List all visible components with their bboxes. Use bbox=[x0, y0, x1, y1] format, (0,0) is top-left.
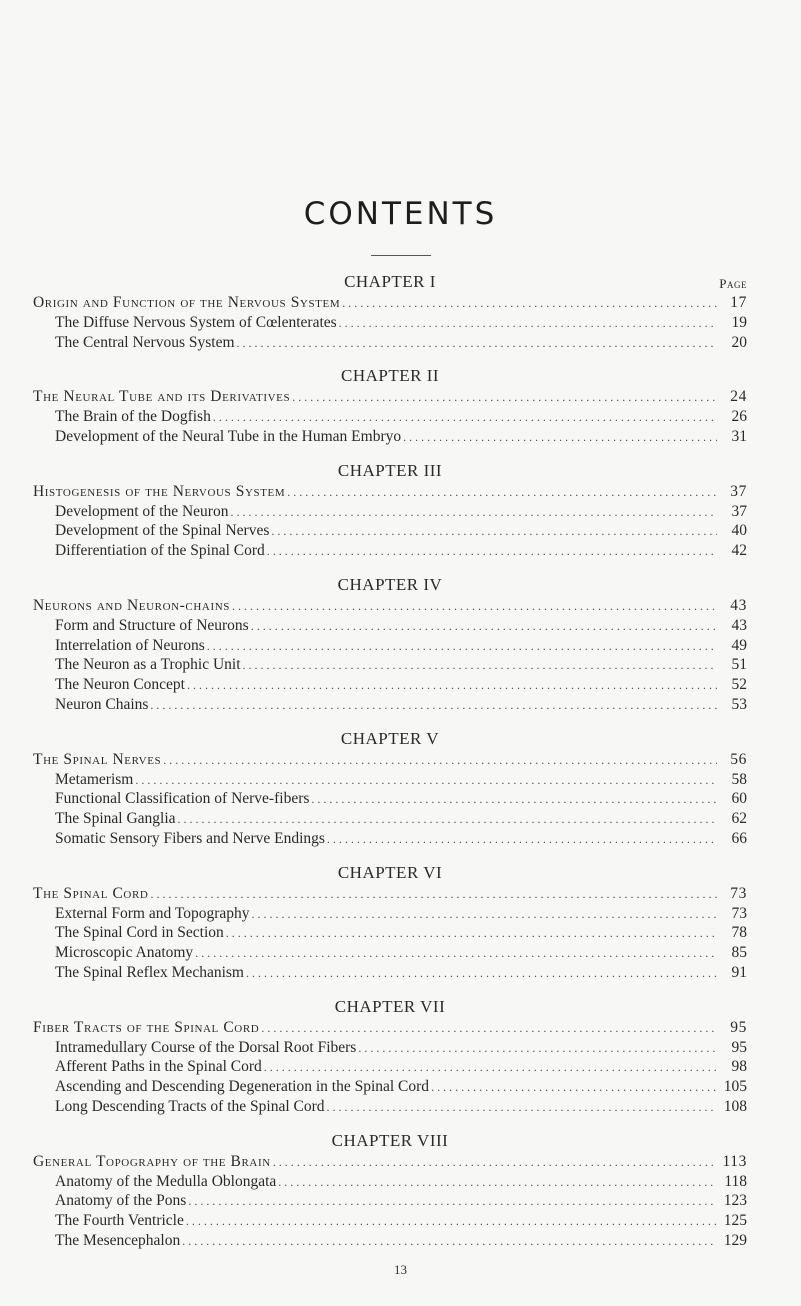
chapter-title-entry bbox=[33, 596, 747, 616]
entry-label: Neuron Chains bbox=[55, 695, 149, 713]
entry-page-number: 91 bbox=[731, 963, 747, 981]
dot-leader bbox=[150, 696, 717, 716]
section-entry bbox=[33, 923, 747, 943]
section-entry bbox=[33, 1038, 747, 1058]
section-entry bbox=[33, 636, 747, 656]
chapter-heading bbox=[33, 574, 747, 596]
entry-label: External Form and Topography bbox=[55, 904, 250, 922]
entry-label: Metamerism bbox=[55, 770, 134, 788]
entry-page-number: 49 bbox=[731, 636, 747, 654]
chapter-heading-text: CHAPTER VI bbox=[337, 862, 443, 882]
dot-leader bbox=[261, 1019, 717, 1039]
chapter-section bbox=[33, 728, 747, 849]
chapter-section bbox=[33, 574, 747, 715]
entry-label: The Neural Tube and its Derivatives bbox=[33, 388, 291, 406]
entry-page-number: 51 bbox=[731, 656, 747, 674]
chapter-heading bbox=[33, 460, 747, 482]
dot-leader bbox=[237, 334, 717, 354]
section-entry bbox=[33, 675, 747, 695]
entry-label: Anatomy of the Medulla Oblongata bbox=[55, 1172, 277, 1190]
entry-label: The Brain of the Dogfish bbox=[55, 408, 211, 426]
entry-page-number: 113 bbox=[722, 1152, 747, 1170]
section-entry bbox=[33, 963, 747, 983]
entry-label: Ascending and Descending Degeneration in the Spinal Cord bbox=[55, 1078, 430, 1096]
entry-page-number: 60 bbox=[731, 790, 747, 808]
dot-leader bbox=[226, 924, 717, 944]
dot-leader bbox=[178, 810, 717, 830]
entry-page-number: 26 bbox=[731, 408, 747, 426]
entry-label: Microscopic Anatomy bbox=[55, 944, 194, 962]
section-entry bbox=[33, 1231, 747, 1251]
entry-page-number: 129 bbox=[723, 1231, 747, 1249]
entry-label: The Spinal Ganglia bbox=[55, 810, 176, 828]
entry-label: Anatomy of the Pons bbox=[55, 1192, 187, 1210]
entry-page-number: 37 bbox=[731, 502, 747, 520]
chapter-section bbox=[33, 862, 747, 983]
page-number: 13 bbox=[394, 1262, 407, 1277]
dot-leader bbox=[342, 294, 717, 314]
entry-page-number: 125 bbox=[723, 1212, 747, 1230]
dot-leader bbox=[273, 1153, 717, 1173]
chapter-heading-text: CHAPTER V bbox=[340, 728, 440, 748]
entry-label: Development of the Spinal Nerves bbox=[55, 522, 270, 540]
entry-page-number: 40 bbox=[731, 522, 747, 540]
section-entry bbox=[33, 770, 747, 790]
dot-leader bbox=[207, 637, 717, 657]
chapter-heading bbox=[33, 271, 747, 293]
page-title: CONTENTS bbox=[303, 196, 498, 232]
section-entry bbox=[33, 655, 747, 675]
dot-leader bbox=[339, 314, 717, 334]
dot-leader bbox=[230, 503, 717, 523]
section-entry bbox=[33, 904, 747, 924]
section-entry bbox=[33, 809, 747, 829]
entry-label: The Spinal Cord bbox=[33, 884, 149, 902]
entry-page-number: 42 bbox=[731, 542, 747, 560]
dot-leader bbox=[232, 597, 717, 617]
dot-leader bbox=[150, 885, 717, 905]
dot-leader bbox=[243, 656, 717, 676]
chapter-heading bbox=[33, 365, 747, 387]
entry-page-number: 17 bbox=[730, 294, 747, 311]
entry-label: Differentiation of the Spinal Cord bbox=[55, 542, 265, 560]
section-entry bbox=[33, 1097, 747, 1117]
entry-label: Development of the Neural Tube in the Human Embryo bbox=[55, 427, 402, 445]
entry-page-number: 20 bbox=[731, 333, 747, 351]
entry-page-number: 118 bbox=[724, 1172, 747, 1190]
entry-page-number: 108 bbox=[723, 1097, 747, 1115]
section-entry bbox=[33, 1211, 747, 1231]
entry-page-number: 85 bbox=[731, 944, 747, 962]
section-entry bbox=[33, 789, 747, 809]
section-entry bbox=[33, 333, 747, 353]
entry-label: The Diffuse Nervous System of Cœlenterates bbox=[55, 313, 337, 331]
dot-leader bbox=[135, 771, 717, 791]
entry-label: Somatic Sensory Fibers and Nerve Endings bbox=[55, 829, 325, 847]
page-column-label: Page bbox=[719, 276, 747, 291]
chapter-heading-text: CHAPTER III bbox=[337, 460, 443, 480]
entry-page-number: 19 bbox=[731, 313, 747, 331]
chapter-title-entry bbox=[33, 750, 747, 770]
dot-leader bbox=[246, 964, 717, 984]
section-entry bbox=[33, 521, 747, 541]
dot-leader bbox=[327, 1098, 717, 1118]
entry-label: General Topography of the Brain bbox=[33, 1152, 271, 1170]
entry-label: The Neuron as a Trophic Unit bbox=[55, 656, 241, 674]
dot-leader bbox=[182, 1232, 717, 1252]
entry-page-number: 37 bbox=[730, 482, 747, 500]
entry-page-number: 95 bbox=[731, 1038, 747, 1056]
entry-page-number: 123 bbox=[723, 1192, 747, 1210]
entry-label: Long Descending Tracts of the Spinal Cord bbox=[55, 1097, 325, 1115]
entry-label: Histogenesis of the Nervous System bbox=[33, 482, 286, 500]
chapter-section bbox=[33, 271, 747, 352]
entry-page-number: 43 bbox=[731, 616, 747, 634]
dot-leader bbox=[431, 1078, 717, 1098]
entry-page-number: 95 bbox=[730, 1018, 747, 1036]
dot-leader bbox=[292, 388, 717, 408]
section-entry bbox=[33, 695, 747, 715]
entry-label: Development of the Neuron bbox=[55, 502, 229, 520]
section-entry bbox=[33, 1057, 747, 1077]
dot-leader bbox=[327, 830, 717, 850]
entry-label: Origin and Function of the Nervous System bbox=[33, 294, 341, 311]
section-entry bbox=[33, 1172, 747, 1192]
section-entry bbox=[33, 1191, 747, 1211]
dot-leader bbox=[186, 1212, 717, 1232]
chapter-title-entry bbox=[33, 293, 747, 313]
entry-page-number: 24 bbox=[730, 388, 747, 406]
section-entry bbox=[33, 427, 747, 447]
chapter-title-entry bbox=[33, 387, 747, 407]
dot-leader bbox=[311, 790, 717, 810]
dot-leader bbox=[195, 944, 717, 964]
section-entry bbox=[33, 616, 747, 636]
chapter-title-entry bbox=[33, 1152, 747, 1172]
entry-label: Functional Classification of Nerve-fibers bbox=[55, 790, 310, 808]
chapter-title-entry bbox=[33, 1018, 747, 1038]
entry-label: Interrelation of Neurons bbox=[55, 636, 205, 654]
chapter-heading-text: CHAPTER VII bbox=[334, 996, 446, 1016]
entry-page-number: 73 bbox=[730, 884, 747, 902]
section-entry bbox=[33, 1077, 747, 1097]
chapter-heading bbox=[33, 996, 747, 1018]
dot-leader bbox=[188, 1192, 717, 1212]
chapter-section bbox=[33, 996, 747, 1117]
chapter-heading-text: CHAPTER I bbox=[344, 272, 436, 291]
chapter-heading bbox=[33, 862, 747, 884]
dot-leader bbox=[251, 617, 717, 637]
entry-label: Intramedullary Course of the Dorsal Root Fibers bbox=[55, 1038, 357, 1056]
chapter-heading bbox=[33, 728, 747, 750]
entry-page-number: 58 bbox=[731, 770, 747, 788]
entry-page-number: 31 bbox=[731, 427, 747, 445]
dot-leader bbox=[187, 676, 717, 696]
entry-label: The Spinal Reflex Mechanism bbox=[55, 963, 244, 981]
dot-leader bbox=[213, 408, 717, 428]
entry-page-number: 62 bbox=[731, 810, 747, 828]
dot-leader bbox=[358, 1039, 717, 1059]
dot-leader bbox=[163, 751, 717, 771]
entry-label: Neurons and Neuron-chains bbox=[33, 596, 230, 614]
dot-leader bbox=[403, 428, 717, 448]
section-entry bbox=[33, 502, 747, 522]
chapter-heading-text: CHAPTER II bbox=[340, 366, 440, 386]
entry-label: The Spinal Cord in Section bbox=[55, 924, 224, 942]
entry-page-number: 73 bbox=[731, 904, 747, 922]
entry-page-number: 43 bbox=[730, 596, 747, 614]
entry-page-number: 52 bbox=[731, 676, 747, 694]
entry-page-number: 78 bbox=[731, 924, 747, 942]
entry-label: The Neuron Concept bbox=[55, 676, 185, 694]
entry-page-number: 98 bbox=[731, 1058, 747, 1076]
dot-leader bbox=[278, 1173, 717, 1193]
chapter-heading bbox=[33, 1130, 747, 1152]
chapter-heading-text: CHAPTER VIII bbox=[331, 1130, 449, 1150]
chapter-section bbox=[33, 365, 747, 446]
dot-leader bbox=[287, 483, 717, 503]
section-entry bbox=[33, 313, 747, 333]
chapter-section bbox=[33, 460, 747, 561]
entry-label: The Spinal Nerves bbox=[33, 750, 162, 768]
dot-leader bbox=[271, 522, 717, 542]
entry-label: Fiber Tracts of the Spinal Cord bbox=[33, 1018, 260, 1036]
chapter-heading-text: CHAPTER IV bbox=[337, 574, 443, 594]
section-entry bbox=[33, 541, 747, 561]
entry-page-number: 105 bbox=[723, 1078, 747, 1096]
entry-page-number: 66 bbox=[731, 829, 747, 847]
entry-label: The Central Nervous System bbox=[55, 333, 235, 351]
entry-label: Afferent Paths in the Spinal Cord bbox=[55, 1058, 262, 1076]
entry-label: Form and Structure of Neurons bbox=[55, 616, 249, 634]
dot-leader bbox=[267, 542, 717, 562]
title-divider bbox=[371, 255, 431, 256]
section-entry bbox=[33, 943, 747, 963]
entry-label: The Fourth Ventricle bbox=[55, 1212, 184, 1230]
section-entry bbox=[33, 407, 747, 427]
dot-leader bbox=[264, 1058, 717, 1078]
chapter-title-entry bbox=[33, 482, 747, 502]
chapter-section bbox=[33, 1130, 747, 1251]
table-of-contents bbox=[33, 271, 747, 1251]
section-entry bbox=[33, 829, 747, 849]
entry-label: The Mesencephalon bbox=[55, 1231, 181, 1249]
dot-leader bbox=[252, 905, 718, 925]
entry-page-number: 56 bbox=[730, 750, 747, 768]
chapter-title-entry bbox=[33, 884, 747, 904]
entry-page-number: 53 bbox=[731, 695, 747, 713]
